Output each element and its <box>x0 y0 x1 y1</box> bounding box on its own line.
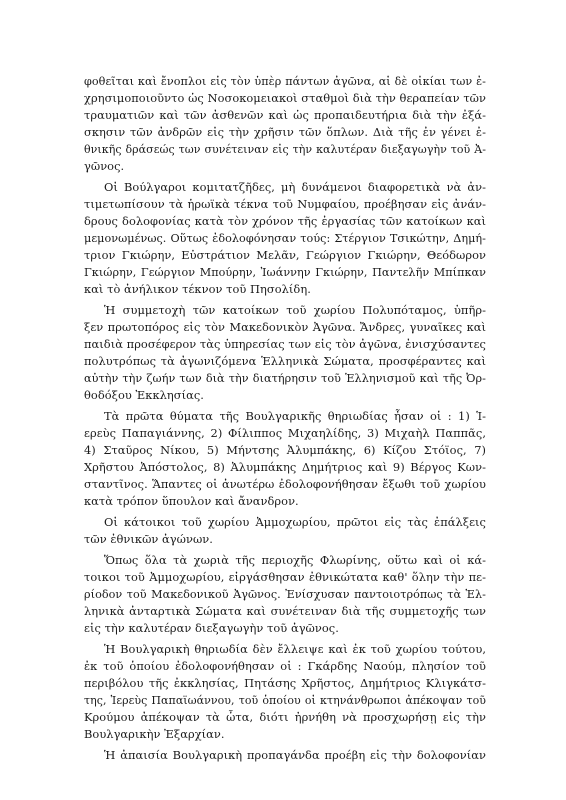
text-line: ληνικὰ ἀνταρτικὰ Σώματα καὶ συνέτειναν διὰ τῆς συμμετοχῆς των <box>84 604 486 618</box>
text-line: θοδόξου Ἐκκλησίας. <box>84 388 204 402</box>
text-line: Ὅπως ὅλα τὰ χωριὰ τῆς περιοχῆς Φλωρίνης, οὕτω καὶ οἱ κά- <box>104 553 486 567</box>
text-line: Τὰ πρῶτα θύματα τῆς Βουλγαρικῆς θηριωδίας ἦσαν οἱ : 1) Ἱ- <box>104 409 486 423</box>
text-line: σταντῖνος. Ἅπαντες οἱ ἀνωτέρω ἐδολοφονήθησαν ἔξωθι τοῦ χωρίου <box>84 477 486 491</box>
text-line: γῶνος. <box>84 159 125 173</box>
text-line: της, Ἱερεὺς Παπαϊωάννου, τοῦ ὁποίου οἱ κτηνάνθρωποι ἀπέκοψαν τοῦ <box>84 694 486 707</box>
paragraph <box>84 302 486 404</box>
text-line: ξεν πρωτοπόρος εἰς τὸν Μακεδονικὸν Ἀγῶνα. Ἄνδρες, γυναῖκες καὶ <box>84 320 486 334</box>
text-line: φοθεῖται καὶ ἔνοπλοι εἰς τὸν ὑπὲρ πάντων ἀγῶνα, αἱ δὲ οἰκίαι των ἐ- <box>84 75 486 88</box>
text-line: παιδιὰ προσέφερον τὰς ὑπηρεσίας των εἰς τὸν ἀγῶνα, ἐνισχύσαντες <box>84 337 486 351</box>
text-line: κατὰ τρόπον ὕπουλον καὶ ἄνανδρον. <box>84 494 299 508</box>
text-line: Ἡ ἀπαισία Βουλγαρικὴ προπαγάνδα προέβη εἰς τὴν δολοφονίαν <box>104 748 486 762</box>
text-line: τραυματιῶν καὶ τῶν ἀσθενῶν καὶ ὡς προπαιδευτήρια διὰ τὴν ἐξά- <box>84 108 486 122</box>
text-line: ρίοδον τοῦ Μακεδονικοῦ Ἀγῶνος. Ἐνίσχυσαν παντοιοτρόπως τὰ Ἑλ- <box>84 588 486 601</box>
paragraph <box>84 641 486 743</box>
text-line: καὶ τὸ ἀνήλικον τέκνον τοῦ Πησολίδη. <box>84 282 311 296</box>
text-line: εἰς τὴν καλυτέραν διεξαγωγὴν τοῦ ἀγῶνος. <box>84 621 339 635</box>
text-line: Γκιώρην, Γεώργιον Μπούρην, Ἰωάννην Γκιώρην, Παντελῆν Μπίπκαν <box>84 266 486 279</box>
text-line: αὐτὴν τὴν ζωήν των διὰ τὴν διατήρησιν τοῦ Ἑλληνισμοῦ καὶ τῆς Ὀρ- <box>84 372 486 385</box>
text-line: Ἡ συμμετοχὴ τῶν κατοίκων τοῦ χωρίου Πολυπόταμος, ὑπῆρ- <box>104 303 486 317</box>
text-line: ἐκ τοῦ ὁποίου ἐδολοφονήθησαν οἱ : Γκάρδης Ναούμ, πλησίον τοῦ <box>84 659 486 673</box>
text-line: τριον Γκιώρην, Εὐστράτιον Μελᾶν, Γεώργιον Γκιώρην, Θεόδωρον <box>84 248 486 262</box>
text-line: Οἱ κάτοικοι τοῦ χωρίου Ἀμμοχωρίου, πρῶτοι εἰς τὰς ἐπάλξεις <box>104 515 486 529</box>
text-line: δρους δολοφονίας κατὰ τὸν χρόνον τῆς ἐργασίας τῶν κατοίκων καὶ <box>84 214 486 228</box>
text-line: Οἱ Βούλγαροι κομιτατζῆδες, μὴ δυνάμενοι διαφορετικὰ νὰ ἀν- <box>104 180 486 194</box>
text-line: 4) Σταῦρος Νίκου, 5) Μήντσης Ἀλυμπάκης, 6) Κίζου Στόϊος, 7) <box>84 443 486 457</box>
paragraph <box>84 514 486 548</box>
paragraph <box>84 408 486 510</box>
paragraph <box>84 179 486 298</box>
text-line: πολυτρόπως τὰ ἀγωνιζόμενα Ἑλληνικὰ Σώματα, προσφέραντες καὶ <box>84 354 486 368</box>
paragraph <box>84 73 486 175</box>
text-line: τῶν ἐθνικῶν ἀγώνων. <box>84 532 213 546</box>
text-line: Ἡ Βουλγαρικὴ θηριωδία δὲν ἔλλειψε καὶ ἐκ τοῦ χωρίου τούτου, <box>104 642 486 656</box>
paragraph <box>84 747 486 764</box>
body-text <box>84 73 486 764</box>
text-line: θνικῆς δράσεώς των συνέτειναν εἰς τὴν καλυτέραν διεξαγωγὴν τοῦ Ἀ- <box>84 143 486 156</box>
text-line: χρησιμοποιοῦντο ὡς Νοσοκομειακοὶ σταθμοὶ διὰ τὴν θεραπείαν τῶν <box>84 91 486 105</box>
paragraph <box>84 552 486 637</box>
text-line: περιβόλου τῆς ἐκκλησίας, Πητάσης Χρῆστος, Δημήτριος Κλιγκάτσ- <box>84 676 486 690</box>
text-line: ερεὺς Παπαγιάννης, 2) Φίλιππος Μιχαηλίδης, 3) Μιχαὴλ Παππᾶς, <box>84 426 486 440</box>
text-line: Κρούμου ἀπέκοψαν τὰ ὦτα, διότι ἠρνήθη νὰ προσχωρήσῃ εἰς τὴν <box>84 710 486 724</box>
text-line: τιμετωπίσουν τὰ ἡρωϊκὰ τέκνα τοῦ Νυμφαίου, προέβησαν εἰς ἀνάν- <box>84 197 486 211</box>
text-line: μεμονωμένως. Οὕτως ἐδολοφόνησαν τούς: Στέργιον Τσικώτην, Δημή- <box>84 232 486 245</box>
text-line: Χρῆστου Ἀπόστολος, 8) Ἀλυμπάκης Δημήτριος καὶ 9) Βέργος Κων- <box>84 460 486 474</box>
text-line: τοικοι τοῦ Ἀμμοχωρίου, εἰργάσθησαν ἐθνικώτατα καθ' ὅλην τὴν πε- <box>84 570 486 584</box>
text-line: Βουλγαρικὴν Ἐξαρχίαν. <box>84 727 225 741</box>
text-line: σκησιν τῶν ἀνδρῶν εἰς τὴν χρῆσιν τῶν ὅπλων. Διὰ τῆς ἐν γένει ἐ- <box>84 125 486 139</box>
